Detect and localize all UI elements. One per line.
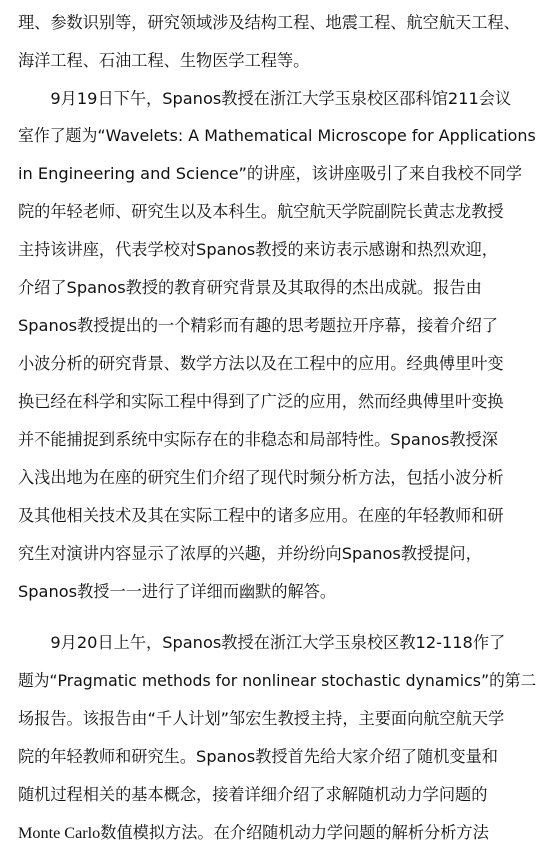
text-line: 院的年轻教师和研究生。Spanos教授首先给大家介绍了随机变量和 <box>18 747 498 766</box>
text-line: 入浅出地为在座的研究生们介绍了现代时频分析方法，包括小波分析 <box>18 468 504 487</box>
text-line: 院的年轻老师、研究生以及本科生。航空航天学院副院长黄志龙教授 <box>18 202 504 221</box>
text-line: 并不能捕捉到系统中实际存在的非稳态和局部特性。Spanos教授深 <box>18 430 498 449</box>
text-line: 究生对演讲内容显示了浓厚的兴趣，并纷纷向Spanos教授提问， <box>18 544 482 563</box>
text-line: 9月20日上午，Spanos教授在浙江大学玉泉校区教12-118作了 <box>18 633 506 652</box>
text-line: 小波分析的研究背景、数学方法以及在工程中的应用。经典傅里叶变 <box>18 354 504 373</box>
text-line: 9月19日下午，Spanos教授在浙江大学玉泉校区邵科馆211会议 <box>18 89 512 108</box>
text-line: 题为“Pragmatic methods for nonlinear stochastic dynamics”的第二 <box>18 671 537 690</box>
text-line: Spanos教授提出的一个精彩而有趣的思考题拉开序幕，接着介绍了 <box>18 316 498 335</box>
text-line: 理、参数识别等，研究领域涉及结构工程、地震工程、航空航天工程、 <box>18 13 520 32</box>
text-line: 介绍了Spanos教授的教育研究背景及其取得的杰出成就。报告由 <box>18 278 482 297</box>
text-line: 海洋工程、石油工程、生物医学工程等。 <box>18 51 310 70</box>
text-line-last <box>18 814 489 852</box>
text-line: 主持该讲座，代表学校对Spanos教授的来访表示感谢和热烈欢迎， <box>18 240 498 259</box>
monte-carlo-term: Monte Carlo <box>18 824 101 842</box>
text-line: in Engineering and Science”的讲座，该讲座吸引了来自我校不同学 <box>18 164 523 183</box>
text-line: 换已经在科学和实际工程中得到了广泛的应用，然而经典傅里叶变换 <box>18 392 504 411</box>
text-line: Spanos教授一一进行了详细而幽默的解答。 <box>18 582 337 601</box>
text-line: 场报告。该报告由“千人计划”邹宏生教授主持，主要面向航空航天学 <box>18 709 505 728</box>
text-line: 室作了题为“Wavelets: A Mathematical Microscope for Applications <box>18 126 536 145</box>
text-line: 及其他相关技术及其在实际工程中的诸多应用。在座的年轻教师和研 <box>18 506 504 525</box>
text-line: 随机过程相关的基本概念，接着详细介绍了求解随机动力学问题的 <box>18 785 488 804</box>
text-line-rest: 数值模拟方法。在介绍随机动力学问题的解析分析方法 <box>100 823 489 842</box>
